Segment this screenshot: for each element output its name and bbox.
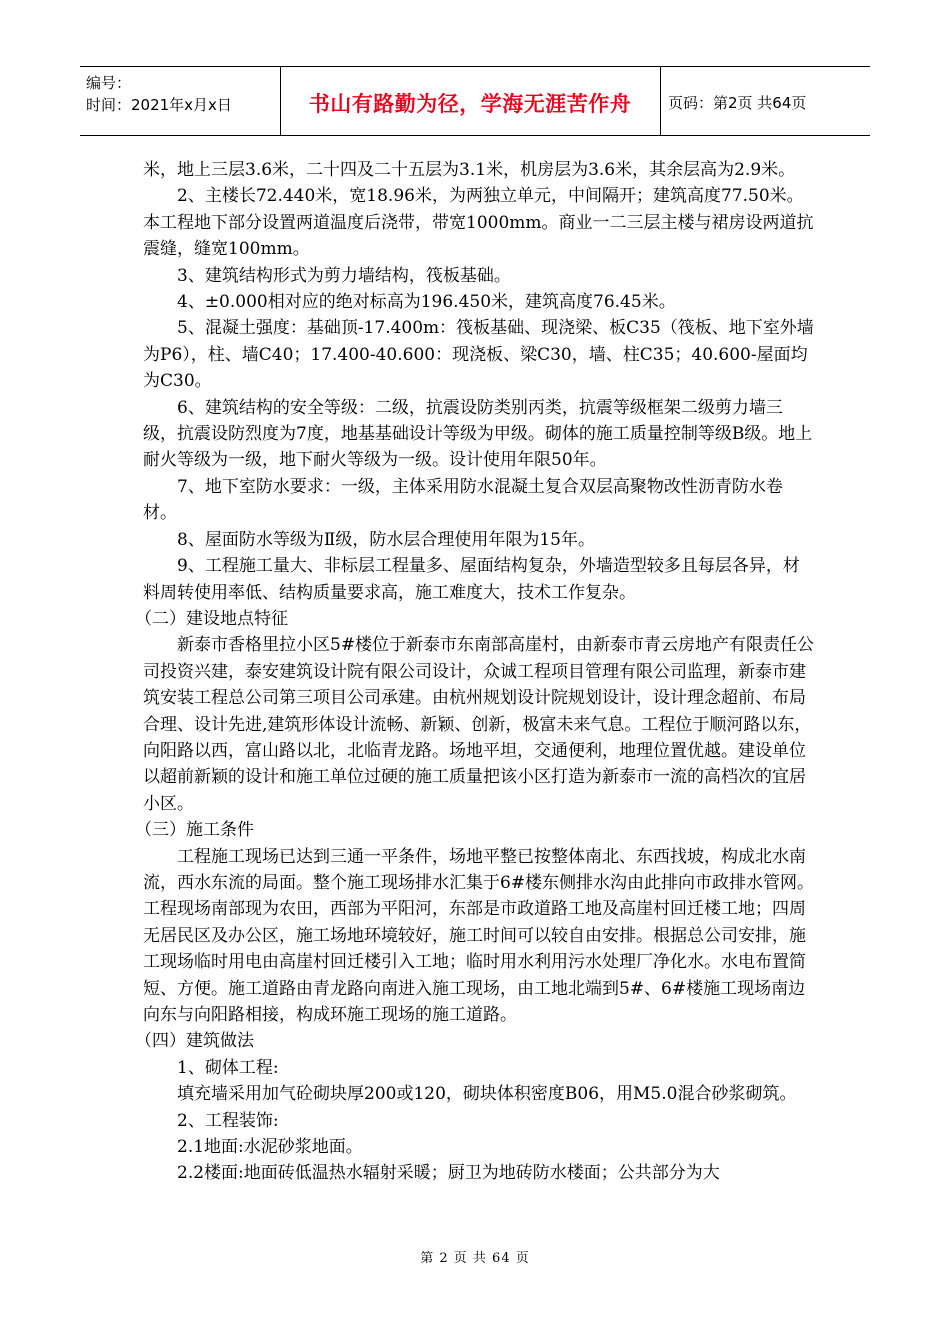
header-divider [660, 66, 661, 136]
body-paragraph: 2.1地面:水泥砂浆地面。 [177, 1137, 363, 1158]
body-paragraph: 7、地下室防水要求：一级，主体采用防水混凝土复合双层高聚物改性沥青防水卷材。 [143, 476, 783, 524]
body-paragraph: 5、混凝土强度：基础顶-17.400m：筏板基础、现浇梁、板C35（筏板、地下室外墙为P6），柱、墙C40；17.400-40.600：现浇板、梁C30，墙、柱C35；40.600-屋面均为C30。 [143, 318, 814, 392]
body-paragraph: 填充墙采用加气砼砌块厚200或120，砌块体积密度B06，用M5.0混合砂浆砌筑。 [177, 1084, 797, 1105]
header-time-label: 时间：2021年x月x日 [86, 96, 232, 114]
header-code-label: 编号： [86, 74, 132, 92]
section-heading: （四）建筑做法 [135, 1031, 254, 1052]
document-body [135, 157, 815, 1187]
body-paragraph: 新泰市香格里拉小区5#楼位于新泰市东南部高崖村，由新泰市青云房地产有限责任公司投资兴建，泰安建筑设计院有限公司设计，众诚工程项目管理有限公司监理，新泰市建筑安装工程总公司第三项目公司承建。由杭州规划设计院规划设计，设计理念超前、布局合理、设计先进,建筑形体设计流畅、新颖、创新，极富未来气息。工程位于顺河路以东，向阳路以西，富山路以北，北临青龙路。场地平坦，交通便利，地理位置优越。建设单位以超前新颖的设计和施工单位过硬的施工质量把该小区打造为新泰市一流的高档次的宜居小区。 [143, 635, 815, 814]
body-paragraph: 3、建筑结构形式为剪力墙结构，筏板基础。 [177, 265, 511, 286]
body-paragraph: 6、建筑结构的安全等级：二级，抗震设防类别丙类，抗震等级框架二级剪力墙三级，抗震设防烈度为7度，地基基础设计等级为甲级。砌体的施工质量控制等级B级。地上耐火等级为一级，地下耐火等级为一级。设计使用年限50年。 [143, 397, 813, 471]
page-header [80, 66, 870, 136]
subsection-heading: 1、砌体工程: [177, 1057, 279, 1078]
body-paragraph: 2.2楼面:地面砖低温热水辐射采暖；厨卫为地砖防水楼面；公共部分为大 [177, 1163, 720, 1184]
page-footer: 第 2 页 共 64 页 [420, 1251, 530, 1266]
body-paragraph: 米，地上三层3.6米，二十四及二十五层为3.1米，机房层为3.6米，其余层高为2.9米。 [143, 160, 796, 180]
body-paragraph: 9、工程施工量大、非标层工程量多、屋面结构复杂，外墙造型较多且每层各异，材料周转使用率低、结构质量要求高，施工难度大，技术工作复杂。 [143, 556, 800, 603]
body-paragraph: 4、±0.000相对应的绝对标高为196.450米，建筑高度76.45米。 [177, 292, 676, 313]
header-page-label: 页码：第2页 共64页 [668, 94, 807, 112]
section-heading: （二）建设地点特征 [135, 608, 288, 629]
header-bottom-rule [80, 135, 870, 136]
header-meta [86, 72, 232, 116]
subsection-heading: 2、工程装饰: [177, 1110, 279, 1131]
body-paragraph: 2、主楼长72.440米，宽18.96米，为两独立单元，中间隔开；建筑高度77.50米。本工程地下部分设置两道温度后浇带，带宽1000mm。商业一二三层主楼与裙房设两道抗震缝，缝宽100mm。 [143, 186, 814, 260]
header-motto: 书山有路勤为径，学海无涯苦作舟 [308, 92, 632, 116]
header-top-rule [80, 66, 870, 67]
section-heading: （三）施工条件 [135, 820, 254, 841]
body-paragraph: 工程施工现场已达到三通一平条件，场地平整已按整体南北、东西找坡，构成北水南流，西水东流的局面。整个施工现场排水汇集于6#楼东侧排水沟由此排向市政排水管网。工程现场南部现为农田，西部为平阳河，东部是市政道路工地及高崖村回迁楼工地；四周无居民区及办公区，施工场地环境较好，施工时间可以较自由安排。根据总公司安排，施工现场临时用电由高崖村回迁楼引入工地；临时用水利用污水处理厂净化水。水电布置简短、方便。施工道路由青龙路向南进入施工现场，由工地北端到5#、6#楼施工现场南边向东与向阳路相接，构成环施工现场的施工道路。 [143, 846, 815, 1025]
body-paragraph: 8、屋面防水等级为Ⅱ级，防水层合理使用年限为15年。 [177, 529, 596, 550]
